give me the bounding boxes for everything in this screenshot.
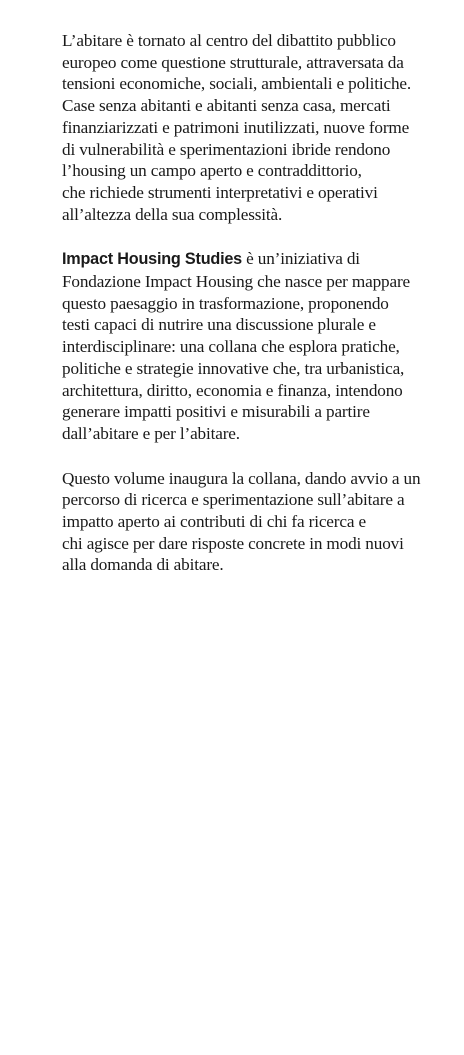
paragraph-line: questo paesaggio in trasformazione, proponendo [62,293,389,313]
paragraph-line: dall’abitare e per l’abitare. [62,423,240,443]
series-name: Impact Housing Studies [62,250,242,269]
paragraph-line: L’abitare è tornato al centro del dibattito pubblico [62,31,396,50]
paragraph-line: Case senza abitanti e abitanti senza casa, mercati [62,96,391,116]
paragraph-line: architettura, diritto, economia e finanza, intendono [62,380,403,400]
paragraph-line: di vulnerabilità e sperimentazioni ibride rendono [62,139,391,159]
paragraph-line: percorso di ricerca e sperimentazione sull’abitare a [62,490,405,510]
paragraph-line: finanziarizzati e patrimoni inutilizzati, nuove forme [62,117,410,137]
paragraph-first-line [62,248,452,271]
paragraph-series [62,248,452,444]
paragraph-intro [62,30,452,225]
paragraph-line: impatto aperto ai contributi di chi fa ricerca e [62,512,366,532]
paragraph-line: Questo volume inaugura la collana, dando avvio a un [62,468,421,488]
first-line-rest: è un’iniziativa di [241,249,360,269]
paragraph-line: interdisciplinare: una collana che esplora pratiche, [62,337,400,357]
paragraph-line: l’housing un campo aperto e contraddittorio, [62,161,362,181]
paragraph-line: Fondazione Impact Housing che nasce per mappare [62,272,411,292]
paragraph-line: politiche e strategie innovative che, tra urbanistica, [62,358,405,378]
text-block [62,30,452,599]
paragraph-line: generare impatti positivi e misurabili a partire [62,402,370,422]
paragraph-volume [62,468,452,577]
paragraph-line: che richiede strumenti interpretativi e operativi [62,182,378,202]
paragraph-line: alla domanda di abitare. [62,555,224,575]
paragraph-line: chi agisce per dare risposte concrete in modi nuovi [62,533,404,553]
paragraph-line: tensioni economiche, sociali, ambientali e politiche. [62,74,412,94]
paragraph-line: europeo come questione strutturale, attraversata da [62,52,404,72]
paragraph-line: all’altezza della sua complessità. [62,204,283,224]
paragraph-line: testi capaci di nutrire una discussione plurale e [62,315,376,335]
